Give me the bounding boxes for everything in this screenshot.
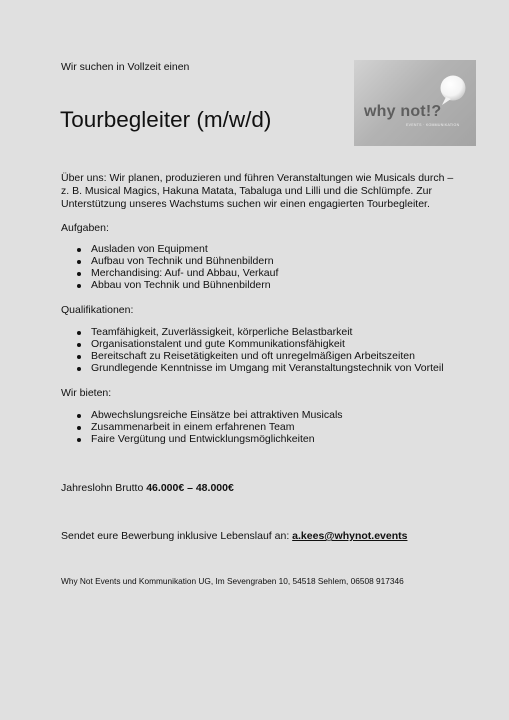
job-title: Tourbegleiter (m/w/d) <box>60 107 272 132</box>
speech-bubble-icon <box>437 74 469 106</box>
list-item: Ausladen von Equipment <box>61 243 278 255</box>
list-item: Aufbau von Technik und Bühnenbildern <box>61 255 278 267</box>
tasks-list <box>61 243 278 291</box>
logo-wordmark: why not!? <box>364 103 442 120</box>
list-item: Teamfähigkeit, Zuverlässigkeit, körperliche Belastbarkeit <box>61 326 444 338</box>
tasks-heading: Aufgaben: <box>61 222 109 234</box>
about-paragraph: Über uns: Wir planen, produzieren und führen Veranstaltungen wie Musicals durch – z. B. Musical Magics, Hakuna Matata, Tabaluga und Lilli und die Schlümpfe. Zur Unterstützung unseres Wachstums suchen wir einen engagierten Tourbegleiter. <box>61 172 454 210</box>
intro-text: Wir suchen in Vollzeit einen <box>61 61 190 73</box>
company-logo <box>354 60 476 146</box>
salary-line <box>61 482 234 494</box>
list-item: Grundlegende Kenntnisse im Umgang mit Veranstaltungstechnik von Vorteil <box>61 362 444 374</box>
offer-heading: Wir bieten: <box>61 387 112 399</box>
list-item: Bereitschaft zu Reisetätigkeiten und oft unregelmäßigen Arbeitszeiten <box>61 350 444 362</box>
list-item: Organisationstalent und gute Kommunikationsfähigkeit <box>61 338 444 350</box>
email-link[interactable]: a.kees@whynot.events <box>292 530 408 542</box>
offer-list <box>61 409 343 445</box>
qualifications-list <box>61 326 444 374</box>
list-item: Merchandising: Auf- und Abbau, Verkauf <box>61 267 278 279</box>
application-text: Sendet eure Bewerbung inklusive Lebenslauf an: <box>61 530 293 542</box>
list-item: Abwechslungsreiche Einsätze bei attraktiven Musicals <box>61 409 343 421</box>
list-item: Zusammenarbeit in einem erfahrenen Team <box>61 421 343 433</box>
salary-label: Jahreslohn Brutto <box>61 482 147 494</box>
logo-tagline: EVENTS · KOMMUNIKATION <box>406 123 460 127</box>
list-item: Abbau von Technik und Bühnenbildern <box>61 279 278 291</box>
company-footer: Why Not Events und Kommunikation UG, Im Sevengraben 10, 54518 Sehlem, 06508 917346 <box>61 576 404 586</box>
salary-range: 46.000€ – 48.000€ <box>146 482 234 494</box>
qualifications-heading: Qualifikationen: <box>61 304 134 316</box>
list-item: Faire Vergütung und Entwicklungsmöglichkeiten <box>61 433 343 445</box>
application-line <box>61 530 407 542</box>
